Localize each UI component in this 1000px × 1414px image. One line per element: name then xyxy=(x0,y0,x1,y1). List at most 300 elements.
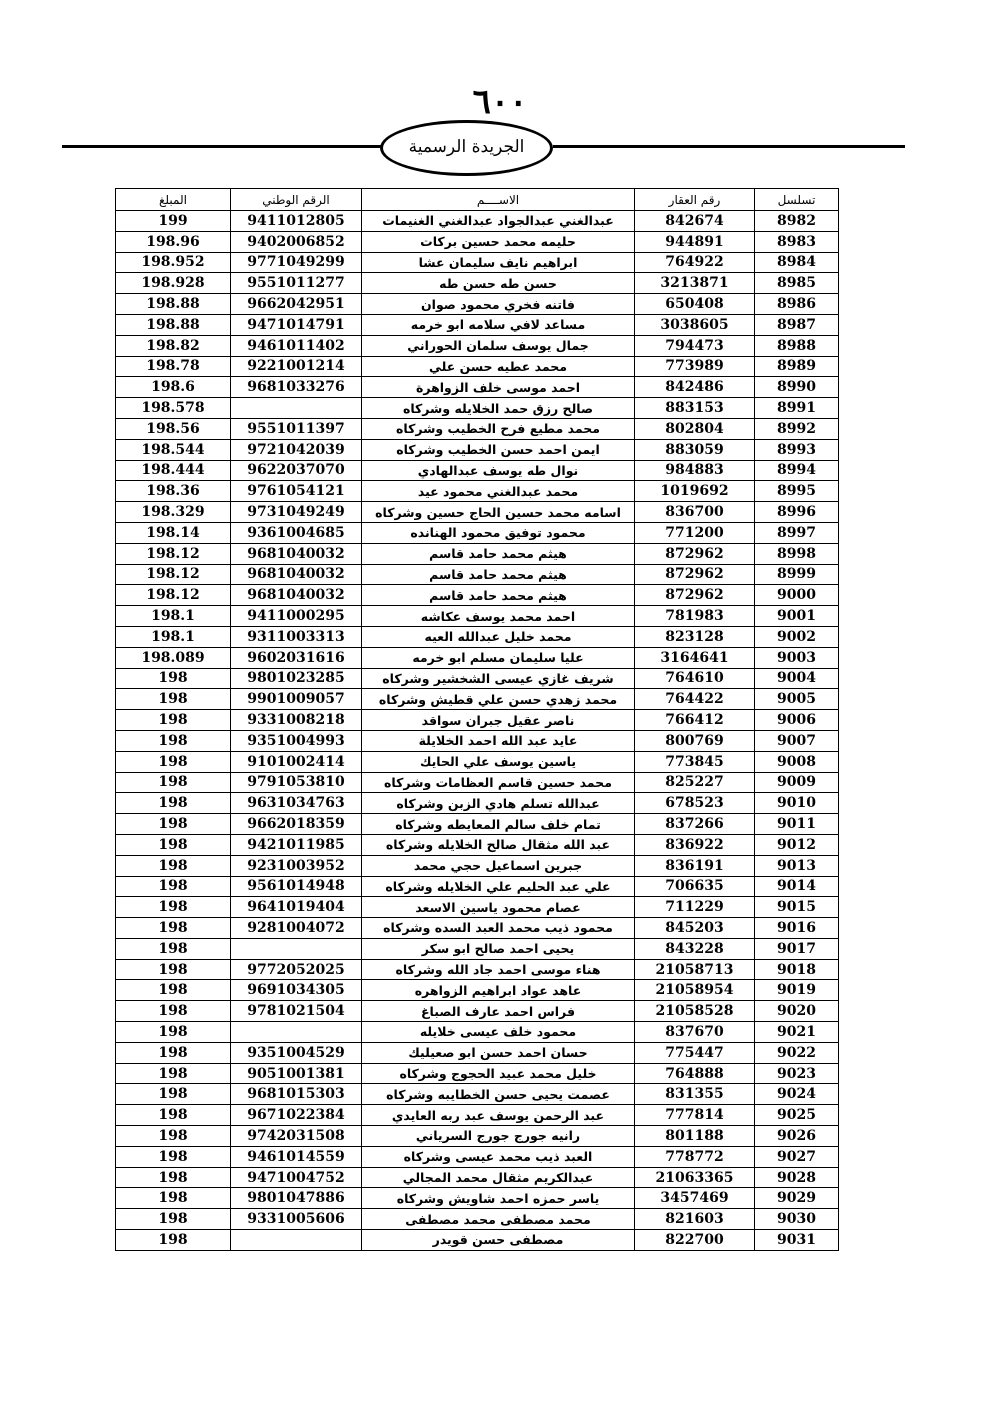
cell-property-no: 1019692 xyxy=(635,481,755,502)
cell-name: مساعد لافي سلامه ابو خرمه xyxy=(362,314,635,335)
cell-serial: 9013 xyxy=(755,855,839,876)
cell-amount: 198.56 xyxy=(116,418,231,439)
table-row xyxy=(116,1042,839,1063)
cell-name: ياسر حمزه احمد شاويش وشركاه xyxy=(362,1188,635,1209)
cell-serial: 9007 xyxy=(755,730,839,751)
cell-national-id: 9641019404 xyxy=(231,897,362,918)
cell-property-no: 3038605 xyxy=(635,314,755,335)
cell-name: هيثم محمد حامد قاسم xyxy=(362,585,635,606)
column-header-national-id: الرقم الوطني xyxy=(231,189,362,211)
cell-name: محمود توفيق محمود الهنانده xyxy=(362,522,635,543)
cell-amount: 198 xyxy=(116,1063,231,1084)
cell-name: عبدالغني عبدالجواد عبدالغني الغنيمات xyxy=(362,211,635,232)
table-row xyxy=(116,626,839,647)
cell-property-no: 678523 xyxy=(635,793,755,814)
table-row xyxy=(116,606,839,627)
cell-amount: 198 xyxy=(116,1022,231,1043)
cell-serial: 9001 xyxy=(755,606,839,627)
table-row xyxy=(116,814,839,835)
table-row xyxy=(116,1022,839,1043)
cell-property-no: 872962 xyxy=(635,585,755,606)
cell-national-id xyxy=(231,398,362,419)
cell-national-id: 9801047886 xyxy=(231,1188,362,1209)
cell-serial: 9031 xyxy=(755,1230,839,1251)
cell-name: عبدالكريم مثقال محمد المجالي xyxy=(362,1167,635,1188)
table-row xyxy=(116,1167,839,1188)
cell-name: عليا سليمان مسلم ابو خرمه xyxy=(362,647,635,668)
cell-name: محمد مصطفى محمد مصطفى xyxy=(362,1209,635,1230)
cell-name: ناصر عقيل جبران سواقد xyxy=(362,710,635,731)
cell-property-no: 801188 xyxy=(635,1126,755,1147)
table-row xyxy=(116,647,839,668)
cell-property-no: 3213871 xyxy=(635,273,755,294)
cell-name: جمال يوسف سلمان الحوراني xyxy=(362,335,635,356)
table-row xyxy=(116,460,839,481)
cell-amount: 198.88 xyxy=(116,314,231,335)
cell-amount: 198.78 xyxy=(116,356,231,377)
cell-name: علي عبد الحليم علي الخلايله وشركاه xyxy=(362,876,635,897)
cell-serial: 9002 xyxy=(755,626,839,647)
cell-property-no: 831355 xyxy=(635,1084,755,1105)
cell-national-id: 9681015303 xyxy=(231,1084,362,1105)
cell-amount: 198.544 xyxy=(116,439,231,460)
cell-national-id: 9421011985 xyxy=(231,834,362,855)
cell-national-id: 9471004752 xyxy=(231,1167,362,1188)
table-row xyxy=(116,1001,839,1022)
cell-serial: 8990 xyxy=(755,377,839,398)
table-row xyxy=(116,481,839,502)
cell-serial: 8986 xyxy=(755,294,839,315)
table-row xyxy=(116,1188,839,1209)
cell-national-id: 9901009057 xyxy=(231,689,362,710)
cell-serial: 9025 xyxy=(755,1105,839,1126)
cell-national-id: 9221001214 xyxy=(231,356,362,377)
cell-name: احمد موسى خلف الزواهرة xyxy=(362,377,635,398)
table-row xyxy=(116,1084,839,1105)
cell-amount: 198 xyxy=(116,855,231,876)
table-row xyxy=(116,772,839,793)
cell-property-no: 21058954 xyxy=(635,980,755,1001)
cell-name: محمد زهدي حسن علي قطيش وشركاه xyxy=(362,689,635,710)
table-body xyxy=(116,211,839,1251)
table-row xyxy=(116,751,839,772)
cell-national-id: 9231003952 xyxy=(231,855,362,876)
column-header-property-no: رقم العقار xyxy=(635,189,755,211)
cell-property-no: 766412 xyxy=(635,710,755,731)
cell-national-id: 9761054121 xyxy=(231,481,362,502)
cell-serial: 9016 xyxy=(755,918,839,939)
table-row xyxy=(116,897,839,918)
table-row xyxy=(116,252,839,273)
cell-name: عبدالله تسلم هادي الزبن وشركاه xyxy=(362,793,635,814)
cell-national-id: 9351004993 xyxy=(231,730,362,751)
cell-name: صالح رزق حمد الخلايله وشركاه xyxy=(362,398,635,419)
cell-name: ياسين يوسف علي الحايك xyxy=(362,751,635,772)
cell-amount: 198.089 xyxy=(116,647,231,668)
cell-serial: 9021 xyxy=(755,1022,839,1043)
cell-national-id: 9461011402 xyxy=(231,335,362,356)
gazette-title-oval xyxy=(380,120,553,176)
cell-national-id: 9551011277 xyxy=(231,273,362,294)
table-row xyxy=(116,1209,839,1230)
cell-serial: 8994 xyxy=(755,460,839,481)
cell-property-no: 21058528 xyxy=(635,1001,755,1022)
cell-amount: 198 xyxy=(116,1126,231,1147)
table-row xyxy=(116,231,839,252)
cell-property-no: 984883 xyxy=(635,460,755,481)
cell-national-id: 9691034305 xyxy=(231,980,362,1001)
cell-property-no: 773989 xyxy=(635,356,755,377)
cell-national-id: 9051001381 xyxy=(231,1063,362,1084)
table-row xyxy=(116,564,839,585)
cell-name: عبد الرحمن يوسف عبد ربه العايدي xyxy=(362,1105,635,1126)
cell-national-id: 9361004685 xyxy=(231,522,362,543)
cell-property-no: 843228 xyxy=(635,938,755,959)
cell-amount: 198 xyxy=(116,1167,231,1188)
cell-property-no: 21058713 xyxy=(635,959,755,980)
cell-amount: 198.14 xyxy=(116,522,231,543)
cell-amount: 198 xyxy=(116,668,231,689)
cell-name: شريف غازي عيسى الشخشير وشركاه xyxy=(362,668,635,689)
cell-amount: 198 xyxy=(116,751,231,772)
cell-national-id: 9681033276 xyxy=(231,377,362,398)
cell-amount: 198 xyxy=(116,1146,231,1167)
cell-national-id: 9771049299 xyxy=(231,252,362,273)
cell-name: رانيه جورج جورج السرياني xyxy=(362,1126,635,1147)
cell-national-id: 9781021504 xyxy=(231,1001,362,1022)
cell-national-id: 9311003313 xyxy=(231,626,362,647)
cell-name: فراس احمد عارف الصباغ xyxy=(362,1001,635,1022)
cell-national-id: 9471014791 xyxy=(231,314,362,335)
cell-amount: 198 xyxy=(116,1001,231,1022)
cell-serial: 9023 xyxy=(755,1063,839,1084)
cell-property-no: 823128 xyxy=(635,626,755,647)
cell-property-no: 764610 xyxy=(635,668,755,689)
cell-property-no: 872962 xyxy=(635,543,755,564)
cell-name: عصام محمود ياسين الاسعد xyxy=(362,897,635,918)
cell-amount: 198 xyxy=(116,897,231,918)
cell-serial: 9012 xyxy=(755,834,839,855)
cell-name: حسن طه حسن طه xyxy=(362,273,635,294)
table-row xyxy=(116,294,839,315)
table-row xyxy=(116,730,839,751)
cell-name: العبد ذيب محمد عيسى وشركاه xyxy=(362,1146,635,1167)
cell-amount: 198 xyxy=(116,938,231,959)
table-row xyxy=(116,398,839,419)
cell-amount: 198 xyxy=(116,793,231,814)
cell-serial: 8987 xyxy=(755,314,839,335)
cell-serial: 8989 xyxy=(755,356,839,377)
cell-property-no: 845203 xyxy=(635,918,755,939)
cell-amount: 198.12 xyxy=(116,543,231,564)
header-rule-left xyxy=(62,145,382,148)
table-row xyxy=(116,1146,839,1167)
cell-amount: 198.88 xyxy=(116,294,231,315)
cell-national-id: 9331008218 xyxy=(231,710,362,731)
header-rule-right xyxy=(553,145,905,148)
cell-serial: 9008 xyxy=(755,751,839,772)
table-row xyxy=(116,439,839,460)
cell-serial: 9020 xyxy=(755,1001,839,1022)
cell-name: ابراهيم نايف سليمان عشا xyxy=(362,252,635,273)
cell-name: هيثم محمد حامد قاسم xyxy=(362,564,635,585)
cell-name: ايمن احمد حسن الخطيب وشركاه xyxy=(362,439,635,460)
cell-name: محمد مطيع فرح الخطيب وشركاه xyxy=(362,418,635,439)
cell-national-id: 9402006852 xyxy=(231,231,362,252)
cell-national-id: 9801023285 xyxy=(231,668,362,689)
cell-amount: 198 xyxy=(116,876,231,897)
table-row xyxy=(116,980,839,1001)
cell-serial: 9018 xyxy=(755,959,839,980)
table-row xyxy=(116,377,839,398)
cell-property-no: 944891 xyxy=(635,231,755,252)
cell-amount: 198 xyxy=(116,834,231,855)
cell-national-id: 9662018359 xyxy=(231,814,362,835)
cell-name: محمود خلف عيسى خلايله xyxy=(362,1022,635,1043)
cell-serial: 8999 xyxy=(755,564,839,585)
cell-amount: 198 xyxy=(116,918,231,939)
cell-name: يحيى احمد صالح ابو سكر xyxy=(362,938,635,959)
cell-amount: 198 xyxy=(116,710,231,731)
cell-amount: 198.36 xyxy=(116,481,231,502)
table-row xyxy=(116,211,839,232)
cell-property-no: 883153 xyxy=(635,398,755,419)
table-row xyxy=(116,273,839,294)
cell-amount: 198 xyxy=(116,1188,231,1209)
table-row xyxy=(116,418,839,439)
table-row xyxy=(116,1126,839,1147)
cell-name: حليمه محمد حسين بركات xyxy=(362,231,635,252)
cell-national-id xyxy=(231,1230,362,1251)
cell-property-no: 836922 xyxy=(635,834,755,855)
cell-property-no: 764922 xyxy=(635,252,755,273)
cell-serial: 9014 xyxy=(755,876,839,897)
cell-national-id: 9721042039 xyxy=(231,439,362,460)
cell-property-no: 872962 xyxy=(635,564,755,585)
cell-property-no: 837670 xyxy=(635,1022,755,1043)
cell-amount: 198.12 xyxy=(116,564,231,585)
cell-serial: 9011 xyxy=(755,814,839,835)
cell-amount: 198.444 xyxy=(116,460,231,481)
cell-national-id: 9671022384 xyxy=(231,1105,362,1126)
cell-name: خليل محمد عبيد الحجوج وشركاه xyxy=(362,1063,635,1084)
cell-national-id: 9281004072 xyxy=(231,918,362,939)
cell-serial: 9000 xyxy=(755,585,839,606)
cell-property-no: 821603 xyxy=(635,1209,755,1230)
cell-amount: 198 xyxy=(116,1042,231,1063)
cell-serial: 9027 xyxy=(755,1146,839,1167)
cell-property-no: 802804 xyxy=(635,418,755,439)
cell-name: نوال طه يوسف عبدالهادي xyxy=(362,460,635,481)
cell-amount: 198 xyxy=(116,689,231,710)
cell-name: عصمت يحيى حسن الخطايبه وشركاه xyxy=(362,1084,635,1105)
cell-serial: 9006 xyxy=(755,710,839,731)
cell-national-id: 9681040032 xyxy=(231,585,362,606)
cell-property-no: 825227 xyxy=(635,772,755,793)
cell-amount: 199 xyxy=(116,211,231,232)
cell-national-id: 9742031508 xyxy=(231,1126,362,1147)
cell-amount: 198.12 xyxy=(116,585,231,606)
column-header-serial: تسلسل xyxy=(755,189,839,211)
cell-property-no: 800769 xyxy=(635,730,755,751)
cell-serial: 9010 xyxy=(755,793,839,814)
table-header-row xyxy=(116,189,839,211)
cell-name: جبرين اسماعيل حجي محمد xyxy=(362,855,635,876)
cell-amount: 198 xyxy=(116,1230,231,1251)
cell-amount: 198.96 xyxy=(116,231,231,252)
table-row xyxy=(116,502,839,523)
cell-amount: 198 xyxy=(116,980,231,1001)
cell-name: اسامه محمد حسين الحاج حسين وشركاه xyxy=(362,502,635,523)
table-row xyxy=(116,668,839,689)
cell-name: تمام خلف سالم المعايطه وشركاه xyxy=(362,814,635,835)
cell-amount: 198 xyxy=(116,730,231,751)
cell-amount: 198.329 xyxy=(116,502,231,523)
cell-serial: 8984 xyxy=(755,252,839,273)
cell-name: هناء موسى احمد جاد الله وشركاه xyxy=(362,959,635,980)
cell-national-id: 9622037070 xyxy=(231,460,362,481)
page-number: ٦٠٠ xyxy=(472,82,528,122)
cell-serial: 9003 xyxy=(755,647,839,668)
table-row xyxy=(116,1230,839,1251)
cell-national-id: 9351004529 xyxy=(231,1042,362,1063)
table-row xyxy=(116,876,839,897)
cell-amount: 198 xyxy=(116,772,231,793)
cell-serial: 8996 xyxy=(755,502,839,523)
table-row xyxy=(116,335,839,356)
cell-amount: 198.952 xyxy=(116,252,231,273)
cell-national-id: 9731049249 xyxy=(231,502,362,523)
cell-property-no: 836700 xyxy=(635,502,755,523)
cell-serial: 9029 xyxy=(755,1188,839,1209)
cell-amount: 198 xyxy=(116,1105,231,1126)
cell-amount: 198.6 xyxy=(116,377,231,398)
cell-property-no: 771200 xyxy=(635,522,755,543)
cell-name: احمد محمد يوسف عكاشه xyxy=(362,606,635,627)
cell-name: عاهد عواد ابراهيم الزواهره xyxy=(362,980,635,1001)
table-row xyxy=(116,1105,839,1126)
cell-property-no: 822700 xyxy=(635,1230,755,1251)
table-row xyxy=(116,689,839,710)
cell-property-no: 650408 xyxy=(635,294,755,315)
cell-amount: 198 xyxy=(116,1209,231,1230)
cell-property-no: 778772 xyxy=(635,1146,755,1167)
cell-amount: 198.1 xyxy=(116,606,231,627)
cell-serial: 8992 xyxy=(755,418,839,439)
cell-national-id: 9561014948 xyxy=(231,876,362,897)
gazette-title: الجريدة الرسمية xyxy=(408,137,525,157)
table-row xyxy=(116,1063,839,1084)
table-row xyxy=(116,959,839,980)
cell-amount: 198.578 xyxy=(116,398,231,419)
cell-name: محمد خليل عبدالله العيه xyxy=(362,626,635,647)
cell-serial: 9026 xyxy=(755,1126,839,1147)
table-row xyxy=(116,793,839,814)
cell-serial: 8983 xyxy=(755,231,839,252)
cell-property-no: 3457469 xyxy=(635,1188,755,1209)
cell-national-id: 9411012805 xyxy=(231,211,362,232)
table-row xyxy=(116,855,839,876)
cell-national-id: 9791053810 xyxy=(231,772,362,793)
cell-national-id: 9602031616 xyxy=(231,647,362,668)
cell-serial: 9009 xyxy=(755,772,839,793)
cell-property-no: 706635 xyxy=(635,876,755,897)
cell-national-id xyxy=(231,1022,362,1043)
table-row xyxy=(116,522,839,543)
cell-serial: 8982 xyxy=(755,211,839,232)
cell-serial: 9028 xyxy=(755,1167,839,1188)
cell-name: محمود ذيب محمد العبد السده وشركاه xyxy=(362,918,635,939)
cell-name: محمد عبدالغني محمود عيد xyxy=(362,481,635,502)
cell-serial: 8993 xyxy=(755,439,839,460)
cell-serial: 9030 xyxy=(755,1209,839,1230)
property-ledger-table xyxy=(115,188,839,1251)
cell-national-id: 9681040032 xyxy=(231,564,362,585)
cell-amount: 198.1 xyxy=(116,626,231,647)
cell-national-id: 9411000295 xyxy=(231,606,362,627)
table-row xyxy=(116,543,839,564)
cell-national-id: 9772052025 xyxy=(231,959,362,980)
table-row xyxy=(116,356,839,377)
cell-property-no: 21063365 xyxy=(635,1167,755,1188)
cell-serial: 8998 xyxy=(755,543,839,564)
table-row xyxy=(116,585,839,606)
cell-name: عايد عبد الله احمد الخلايلة xyxy=(362,730,635,751)
cell-name: محمد حسين قاسم العظامات وشركاه xyxy=(362,772,635,793)
cell-name: حسان احمد حسن ابو صعيليك xyxy=(362,1042,635,1063)
cell-amount: 198 xyxy=(116,814,231,835)
table-row xyxy=(116,938,839,959)
cell-property-no: 711229 xyxy=(635,897,755,918)
column-header-amount: المبلغ xyxy=(116,189,231,211)
cell-amount: 198.82 xyxy=(116,335,231,356)
cell-serial: 8997 xyxy=(755,522,839,543)
cell-serial: 9004 xyxy=(755,668,839,689)
column-header-name: الاســــم xyxy=(362,189,635,211)
cell-name: محمد عطيه حسن علي xyxy=(362,356,635,377)
cell-serial: 9005 xyxy=(755,689,839,710)
cell-property-no: 764422 xyxy=(635,689,755,710)
cell-serial: 9022 xyxy=(755,1042,839,1063)
cell-property-no: 837266 xyxy=(635,814,755,835)
cell-property-no: 773845 xyxy=(635,751,755,772)
cell-property-no: 836191 xyxy=(635,855,755,876)
cell-property-no: 764888 xyxy=(635,1063,755,1084)
cell-name: مصطفى حسن قويدر xyxy=(362,1230,635,1251)
cell-property-no: 3164641 xyxy=(635,647,755,668)
cell-serial: 8988 xyxy=(755,335,839,356)
cell-serial: 9019 xyxy=(755,980,839,1001)
cell-amount: 198 xyxy=(116,959,231,980)
table-row xyxy=(116,314,839,335)
cell-serial: 9015 xyxy=(755,897,839,918)
cell-property-no: 775447 xyxy=(635,1042,755,1063)
cell-name: فاتنه فخري محمود صوان xyxy=(362,294,635,315)
cell-national-id: 9101002414 xyxy=(231,751,362,772)
cell-national-id: 9662042951 xyxy=(231,294,362,315)
table-row xyxy=(116,918,839,939)
cell-name: هيثم محمد حامد قاسم xyxy=(362,543,635,564)
cell-property-no: 842486 xyxy=(635,377,755,398)
cell-serial: 8995 xyxy=(755,481,839,502)
cell-serial: 9017 xyxy=(755,938,839,959)
cell-national-id: 9681040032 xyxy=(231,543,362,564)
cell-national-id: 9631034763 xyxy=(231,793,362,814)
table-row xyxy=(116,710,839,731)
cell-property-no: 794473 xyxy=(635,335,755,356)
cell-national-id: 9331005606 xyxy=(231,1209,362,1230)
cell-property-no: 883059 xyxy=(635,439,755,460)
